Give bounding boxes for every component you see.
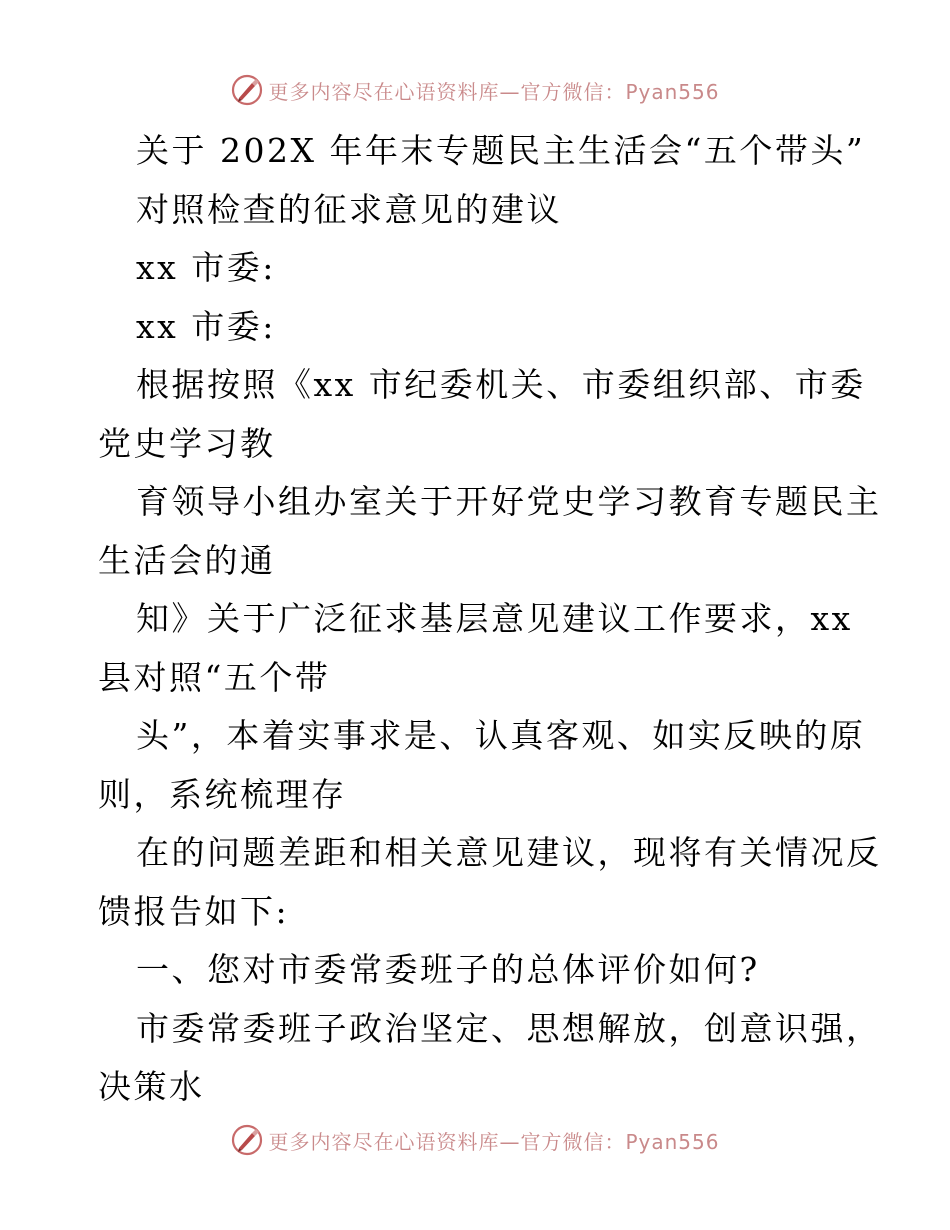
- watermark-text: 更多内容尽在心语资料库—官方微信：Pyan556: [268, 1129, 720, 1154]
- text-line: 县对照“五个带: [98, 657, 331, 697]
- text-line: 则，系统梳理存: [98, 774, 347, 814]
- text-line: 市委常委班子政治坚定、思想解放，创意识强，: [136, 1008, 882, 1048]
- text-line: xx 市委:: [136, 306, 276, 346]
- text-line: 生活会的通: [98, 540, 276, 580]
- footer-watermark-banner: [0, 1120, 950, 1160]
- text-line: 对照检查的征求意见的建议: [136, 189, 562, 229]
- text-line: 一、您对市委常委班子的总体评价如何?: [136, 950, 760, 989]
- text-line: 馈报告如下:: [98, 891, 290, 931]
- pen-logo-icon: [230, 1123, 264, 1157]
- text-line: 在的问题差距和相关意见建议，现将有关情况反: [136, 833, 882, 872]
- document-body: [98, 122, 882, 1117]
- text-line: 根据按照《xx 市纪委机关、市委组织部、市委: [136, 365, 866, 404]
- watermark-text: 更多内容尽在心语资料库—官方微信：Pyan556: [268, 79, 720, 104]
- text-line: 头”，本着实事求是、认真客观、如实反映的原: [136, 716, 866, 755]
- text-line: xx 市委:: [136, 248, 276, 287]
- text-line: 党史学习教: [98, 423, 276, 463]
- pen-logo-icon: [230, 73, 264, 107]
- text-line: 决策水: [98, 1067, 205, 1106]
- text-line: 关于 202X 年年末专题民主生活会“五个带头”: [136, 131, 866, 170]
- text-line: 育领导小组办室关于开好党史学习教育专题民主: [136, 482, 882, 521]
- text-line: 知》关于广泛征求基层意见建议工作要求，xx: [136, 599, 853, 638]
- header-watermark-banner: [0, 70, 950, 110]
